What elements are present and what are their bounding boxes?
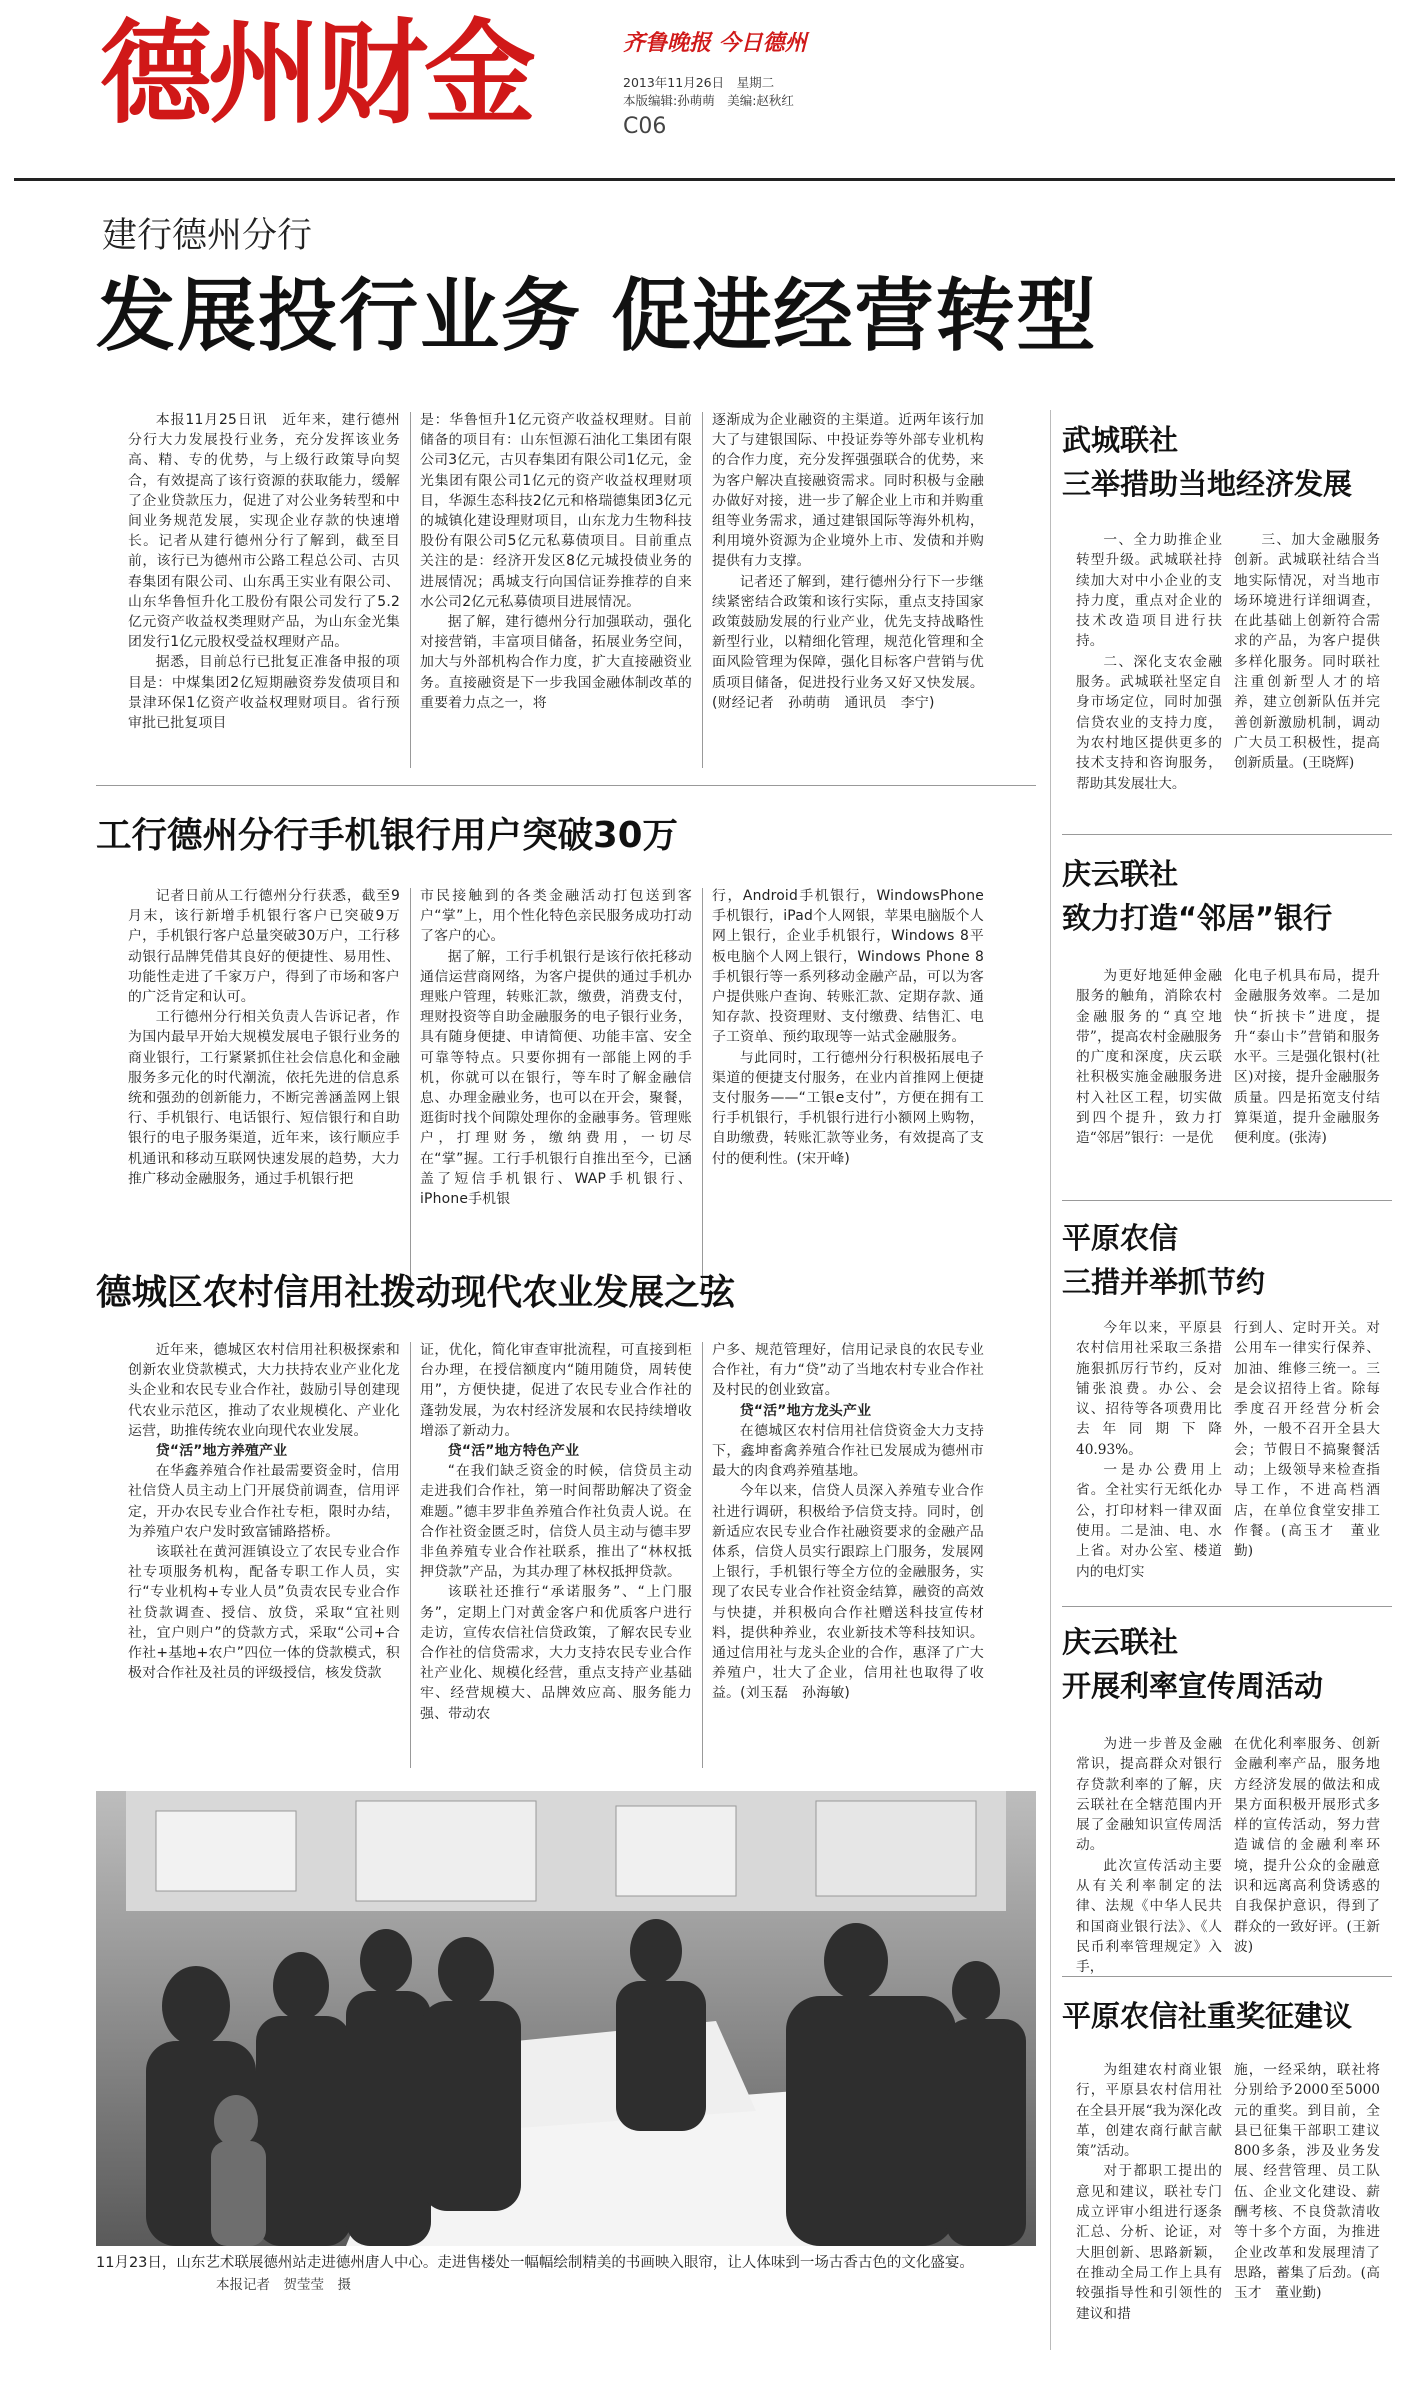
section-rule bbox=[96, 785, 1036, 786]
story3-headline: 德城区农村信用社拨动现代农业发展之弦 bbox=[96, 1272, 736, 1313]
subhead: 贷“活”地方养殖产业 bbox=[155, 1443, 288, 1460]
paragraph: 户多、规范管理好，信用记录良的农民专业合作社，有力“贷”动了当地农村专业合作社及村民的创业致富。 bbox=[712, 1342, 984, 1399]
subhead: 贷“活”地方龙头产业 bbox=[739, 1402, 872, 1419]
newspaper-brand: 齐鲁晚报 今日德州 bbox=[623, 30, 807, 56]
sidebar-column bbox=[1076, 1734, 1222, 1976]
sidebar-column bbox=[1076, 530, 1222, 824]
paragraph: 据了解，工行手机银行是该行依托移动通信运营商网络，为客户提供的通过手机办理账户管理，转账汇款，缴费，消费支付，理财投资等自助金融服务的电子银行业务，具有随身便捷、申请简便、功能丰富、安全可靠等特点。只要你拥有一部能上网的手机，你就可以在银行，等车时了解金融信息、办理金融业务，也可以在开会，聚餐，逛街时找个间隙处理你的金融事务。管理账户，打理财务，缴纳费用，一切尽在“掌”握。工行手机银行自推出至今，已涵盖了短信手机银行、WAP手机银行、iPhone手机银 bbox=[420, 948, 692, 1208]
sidebar-column bbox=[1234, 530, 1380, 824]
photo-illustration bbox=[96, 1791, 1036, 2246]
sidebar-kicker: 庆云联社 bbox=[1062, 1625, 1179, 1659]
sidebar-divider bbox=[1050, 410, 1051, 2350]
paragraph: 与此同时，工行德州分行积极拓展电子渠道的便捷支付服务，在业内首推网上便捷支付服务——“工银e支付”，方便在拥有工行手机银行，手机银行进行小额网上购物，自助缴费，转账汇款等业务，有效提高了支付的便利性。(宋开峰) bbox=[712, 1049, 984, 1167]
paragraph: 二、深化支农金融服务。武城联社坚定自身市场定位，同时加强信贷农业的支持力度，为农村地区提供更多的技术支持和咨询服务，帮助其发展壮大。 bbox=[1076, 653, 1222, 792]
photo-caption bbox=[96, 2252, 1036, 2296]
paragraph: 逐渐成为企业融资的主渠道。近两年该行加大了与建银国际、中投证券等外部专业机构的合作力度，充分发挥强强联合的优势，来为客户解决直接融资需求。同时积极与金融办做好对接，进一步了解企业上市和并购重组等业务需求，通过建银国际等海外机构，利用境外资源为企业境外上市、发债和并购提供有力支撑。 bbox=[712, 412, 984, 570]
editor-credits: 本版编辑:孙萌萌 美编:赵秋红 bbox=[623, 93, 794, 108]
paragraph: 此次宣传活动主要从有关利率制定的法律、法规《中华人民共和国商业银行法》、《人民币利率管理规定》入手， bbox=[1076, 1857, 1222, 1976]
paragraph: 一、全力助推企业转型升级。武城联社持续加大对中小企业的支持力度，重点对企业的技术改造项目进行扶持。 bbox=[1076, 532, 1222, 650]
paragraph: 在华鑫养殖合作社最需要资金时，信用社信贷人员主动上门开展贷前调查，信用评定，开办农民专业合作社专柜，限时办结，为养殖户农户发时致富铺路搭桥。 bbox=[128, 1463, 400, 1540]
sidebar-kicker: 平原农信 bbox=[1062, 1221, 1179, 1255]
sidebar-kicker: 庆云联社 bbox=[1062, 857, 1179, 891]
paragraph: 为更好地延伸金融服务的触角，消除农村金融服务的“真空地带”，提高农村金融服务的广度和深度，庆云联社积极实施金融服务进村入社区工程，切实做到四个提升，致力打造“邻居”银行：一是优 bbox=[1076, 968, 1222, 1147]
paragraph: 行到人、定时开关。对公用车一律实行保养、加油、维修三统一。三是会议招待上省。除每季度召开经营分析会外，一般不召开全县大会；节假日不搞聚餐活动；上级领导来检查指导工作，不进高档酒店，在单位食堂安排工作餐。(高玉才 董业勤) bbox=[1234, 1320, 1380, 1560]
sidebar-headline: 平原农信社重奖征建议 bbox=[1062, 1999, 1353, 2033]
paragraph: 在德城区农村信用社信贷资金大力支持下，鑫坤畜禽养殖合作社已发展成为德州市最大的肉食鸡养殖基地。 bbox=[712, 1422, 984, 1480]
sidebar-headline: 三措并举抓节约 bbox=[1062, 1265, 1266, 1299]
sidebar-column bbox=[1234, 1318, 1380, 1598]
lead-column-3 bbox=[712, 410, 984, 772]
paragraph: 据了解，建行德州分行加强联动，强化对接营销，丰富项目储备，拓展业务空间，加大与外部机构合作力度，扩大直接融资业务。直接融资是下一步我国金融体制改革的重要着力点之一，将 bbox=[420, 614, 692, 711]
paragraph: 本报11月25日讯 近年来，建行德州分行大力发展投行业务，充分发挥该业务高、精、专的优势，与上级行政策导向契合，有效提高了该行资源的获取能力，缓解了企业贷款压力，促进了对公业务转型和中间业务规范发展，实现企业存款的快速增长。记者从建行德州分行了解到，截至目前，该行已为德州市公路工程总公司、古贝春集团有限公司、山东禹王实业有限公司、山东华鲁恒升化工股份有限公司发行了5.2亿元资产收益权类理财产品，为山东金光集团发行1亿元股权受益权理财产品。 bbox=[128, 412, 400, 651]
sidebar-column bbox=[1234, 2060, 1380, 2360]
sidebar-rule bbox=[1062, 1200, 1392, 1201]
paragraph: 记者还了解到，建行德州分行下一步继续紧密结合政策和该行实际，重点支持国家政策鼓励发展的行业产业，优先支持战略性新型行业，以精细化管理，规范化管理和全面风险管理为保障，强化目标客户营销与优质项目储备，促进投行业务又好又快发展。(财经记者 孙萌萌 通讯员 李宁) bbox=[712, 573, 984, 711]
issue-date: 2013年11月26日 星期二 bbox=[623, 75, 775, 90]
sidebar-column bbox=[1234, 966, 1380, 1192]
column-divider bbox=[702, 888, 703, 1294]
paragraph: 证，优化，简化审查审批流程，可直接到柜台办理，在授信额度内“随用随贷，周转使用”，方便快捷，促进了农民专业合作社的蓬勃发展，为农村经济发展和农民持续增收增添了新动力。 bbox=[420, 1342, 692, 1439]
paragraph: 为进一步普及金融常识，提高群众对银行存贷款利率的了解，庆云联社在全辖范围内开展了金融知识宣传周活动。 bbox=[1076, 1736, 1222, 1854]
lead-column-2 bbox=[420, 410, 692, 772]
page-number: C06 bbox=[623, 114, 667, 139]
paragraph: 今年以来，信贷人员深入养殖专业合作社进行调研，积极给予信贷支持。同时，创新适应农民专业合作社融资要求的金融产品体系，信贷人员实行跟踪上门服务，发展网上银行，手机银行等全方位的金融服务，实现了农民专业合作社资金结算，融资的高效与快捷，并积极向合作社赠送科技宣传材料，提供种养业，农业新技术等科技知识。通过信用社与龙头企业的合作，惠泽了广大养殖户，壮大了企业，信用社也取得了收益。(刘玉磊 孙海敏) bbox=[712, 1483, 984, 1702]
sidebar-item-qingyun-1 bbox=[1062, 852, 1392, 940]
paragraph: 三、加大金融服务创新。武城联社结合当地实际情况，对当地市场环境进行详细调查，在此基础上创新符合需求的产品，为客户提供多样化服务。同时联社注重创新型人才的培养，建立创新队伍并完善创新激励机制，调动广大员工积极性，提高创新质量。(王晓辉) bbox=[1234, 532, 1380, 772]
paragraph: 该联社还推行“承诺服务”、“上门服务”，定期上门对黄金客户和优质客户进行走访，宣传农信社信贷政策，了解农民专业合作社的信贷需求，大力支持农民专业合作社产业化、规模化经营，重点支持产业基础牢、经营规模大、品牌效应高、服务能力强、带动农 bbox=[420, 1584, 692, 1722]
column-divider bbox=[410, 1342, 411, 1768]
story2-headline: 工行德州分行手机银行用户突破30万 bbox=[96, 815, 678, 856]
sidebar-column bbox=[1076, 2060, 1222, 2360]
column-divider bbox=[410, 888, 411, 1294]
lead-headline: 发展投行业务 促进经营转型 bbox=[96, 270, 1098, 362]
story3-column-1 bbox=[128, 1340, 400, 1772]
sidebar-item-pingyuan-2 bbox=[1062, 1994, 1392, 2038]
sidebar-headline: 三举措助当地经济发展 bbox=[1062, 467, 1353, 501]
story3-column-2 bbox=[420, 1340, 692, 1772]
paragraph: 施，一经采纳，联社将分别给予2000至5000元的重奖。到目前，全县已征集干部职工建议800多条，涉及业务发展、经营管理、员工队伍、企业文化建设、薪酬考核、不良贷款清收等十多个方面，为推进企业改革和发展理清了思路，蓄集了后劲。(高玉才 董业勤) bbox=[1234, 2062, 1380, 2302]
paragraph: 近年来，德城区农村信用社积极探索和创新农业贷款模式，大力扶持农业产业化龙头企业和农民专业合作社，鼓励引导创建现代农业示范区，推动了农业规模化、产业化运营，助推传统农业向现代农业发展。 bbox=[128, 1342, 400, 1439]
sidebar-item-pingyuan-1 bbox=[1062, 1216, 1392, 1304]
column-divider bbox=[702, 1342, 703, 1768]
sidebar-rule bbox=[1062, 834, 1392, 835]
column-divider bbox=[410, 412, 411, 768]
sidebar-column bbox=[1076, 966, 1222, 1192]
lead-column-1 bbox=[128, 410, 400, 772]
paragraph: 是：华鲁恒升1亿元资产收益权理财。目前储备的项目有：山东恒源石油化工集团有限公司3亿元，古贝春集团有限公司1亿元，金光集团有限公司1亿元的资产收益权理财项目，华源生态科技2亿元和格瑞德集团3亿元的城镇化建设理财项目，山东龙力生物科技股份有限公司5亿元私募债项目。目前重点关注的是：经济开发区8亿元城投债业务的进展情况；禹城支行向国信证券推荐的自来水公司2亿元私募债项目进展情况。 bbox=[420, 412, 692, 610]
paragraph: 据悉，目前总行已批复正准备申报的项目是：中煤集团2亿短期融资券发债项目和景津环保1亿资产收益权理财项目。省行预审批已批复项目 bbox=[128, 654, 400, 732]
story2-column-3 bbox=[712, 886, 984, 1298]
paragraph: 在优化利率服务、创新金融利率产品，服务地方经济发展的做法和成果方面积极开展形式多样的宣传活动，努力营造诚信的金融利率环境，提升公众的金融意识和远离高利贷诱惑的自我保护意识，得到了群众的一致好评。(王新波) bbox=[1234, 1736, 1380, 1955]
sidebar-headline: 开展利率宣传周活动 bbox=[1062, 1669, 1324, 1703]
paragraph: 为组建农村商业银行，平原县农村信用社在全县开展“我为深化改革，创建农商行献言献策”活动。 bbox=[1076, 2062, 1222, 2160]
sidebar-column bbox=[1076, 1318, 1222, 1598]
paragraph: 该联社在黄河涯镇设立了农民专业合作社专项服务机构，配备专职工作人员，实行“专业机构+专业人员”负责农民专业合作社贷款调查、授信、放贷，采取“宜社则社，宜户则户”的贷款方式，采取“公司+合作社+基地+农户”四位一体的贷款模式，积极对合作社及社员的评级授信，核发贷款 bbox=[128, 1544, 400, 1682]
sidebar-rule bbox=[1062, 1606, 1392, 1607]
caption-text: 11月23日，山东艺术联展德州站走进德州唐人中心。走进售楼处一幅幅绘制精美的书画映入眼帘，让人体味到一场古香古色的文化盛宴。 bbox=[96, 2255, 974, 2271]
column-divider bbox=[702, 412, 703, 768]
photo-credit: 本报记者 贺莹莹 摄 bbox=[216, 2277, 351, 2293]
story3-column-3 bbox=[712, 1340, 984, 1772]
sidebar-rule bbox=[1062, 1976, 1392, 1977]
story2-column-2 bbox=[420, 886, 692, 1298]
paragraph: 记者日前从工行德州分行获悉，截至9月末，该行新增手机银行客户已突破9万户，手机银行客户总量突破30万户，工行移动银行品牌凭借其良好的便捷性、易用性、功能性走进了千家万户，得到了市场和客户的广泛肯定和认可。 bbox=[128, 888, 400, 1006]
paragraph: 市民接触到的各类金融活动打包送到客户“掌”上，用个性化特色亲民服务成功打动了客户的心。 bbox=[420, 888, 692, 945]
masthead-title: 德州财金 bbox=[100, 8, 532, 139]
paragraph: 今年以来，平原县农村信用社采取三条措施狠抓厉行节约，反对铺张浪费。办公、会议、招待等各项费用比去年同期下降40.93%。 bbox=[1076, 1320, 1222, 1458]
paragraph: 行，Android手机银行，WindowsPhone手机银行，iPad个人网银，苹果电脑版个人网上银行，企业手机银行，Windows 8平板电脑个人网上银行，Windows Phone 8手机银行等一系列移动金融产品，可以为客户提供账户查询、转账汇款、定期存款、通知存款、投资理财、支付缴费、结售汇、电子工资单、预约取现等一站式金融服务。 bbox=[712, 888, 984, 1046]
sidebar-item-wucheng bbox=[1062, 418, 1392, 506]
news-photo bbox=[96, 1791, 1036, 2246]
sidebar-kicker: 武城联社 bbox=[1062, 423, 1179, 457]
story2-column-1 bbox=[128, 886, 400, 1298]
sidebar-column bbox=[1234, 1734, 1380, 1966]
masthead-rule bbox=[14, 178, 1395, 181]
subhead: 贷“活”地方特色产业 bbox=[447, 1443, 580, 1460]
sidebar-item-qingyun-2 bbox=[1062, 1620, 1392, 1708]
lead-kicker: 建行德州分行 bbox=[102, 216, 313, 256]
paragraph: 一是办公费用上省。全社实行无纸化办公，打印材料一律双面使用。二是油、电、水上省。对办公室、楼道内的电灯实 bbox=[1076, 1462, 1222, 1580]
paragraph: 对于都职工提出的意见和建议，联社专门成立评审小组进行逐条汇总、分析、论证，对大胆创新、思路新颖，在推动全局工作上具有较强指导性和引领性的建议和措 bbox=[1076, 2163, 1222, 2322]
paragraph: 工行德州分行相关负责人告诉记者，作为国内最早开始大规模发展电子银行业务的商业银行，工行紧紧抓住社会信息化和金融服务多元化的时代潮流，依托先进的信息系统和强劲的创新能力，不断完善涵盖网上银行、手机银行、电话银行、短信银行和自助银行的电子服务渠道，近年来，该行顺应手机通讯和移动互联网快速发展的趋势，大力推广移动金融服务，通过手机银行把 bbox=[128, 1009, 400, 1187]
sidebar-headline: 致力打造“邻居”银行 bbox=[1062, 901, 1333, 935]
paragraph: 化电子机具布局，提升金融服务效率。二是加快“折挟卡”进度，提升“泰山卡”营销和服务水平。三是强化银村(社区)对接，提升金融服务质量。四是拓宽支付结算渠道，提升金融服务便利度。(张涛) bbox=[1234, 968, 1380, 1147]
paragraph: “在我们缺乏资金的时候，信贷员主动走进我们合作社，第一时间帮助解决了资金难题。”德丰罗非鱼养殖合作社负责人说。在合作社资金匮乏时，信贷人员主动与德丰罗非鱼养殖专业合作社联系，推出了“林权抵押贷款”产品，为其办理了林权抵押贷款。 bbox=[420, 1463, 692, 1581]
